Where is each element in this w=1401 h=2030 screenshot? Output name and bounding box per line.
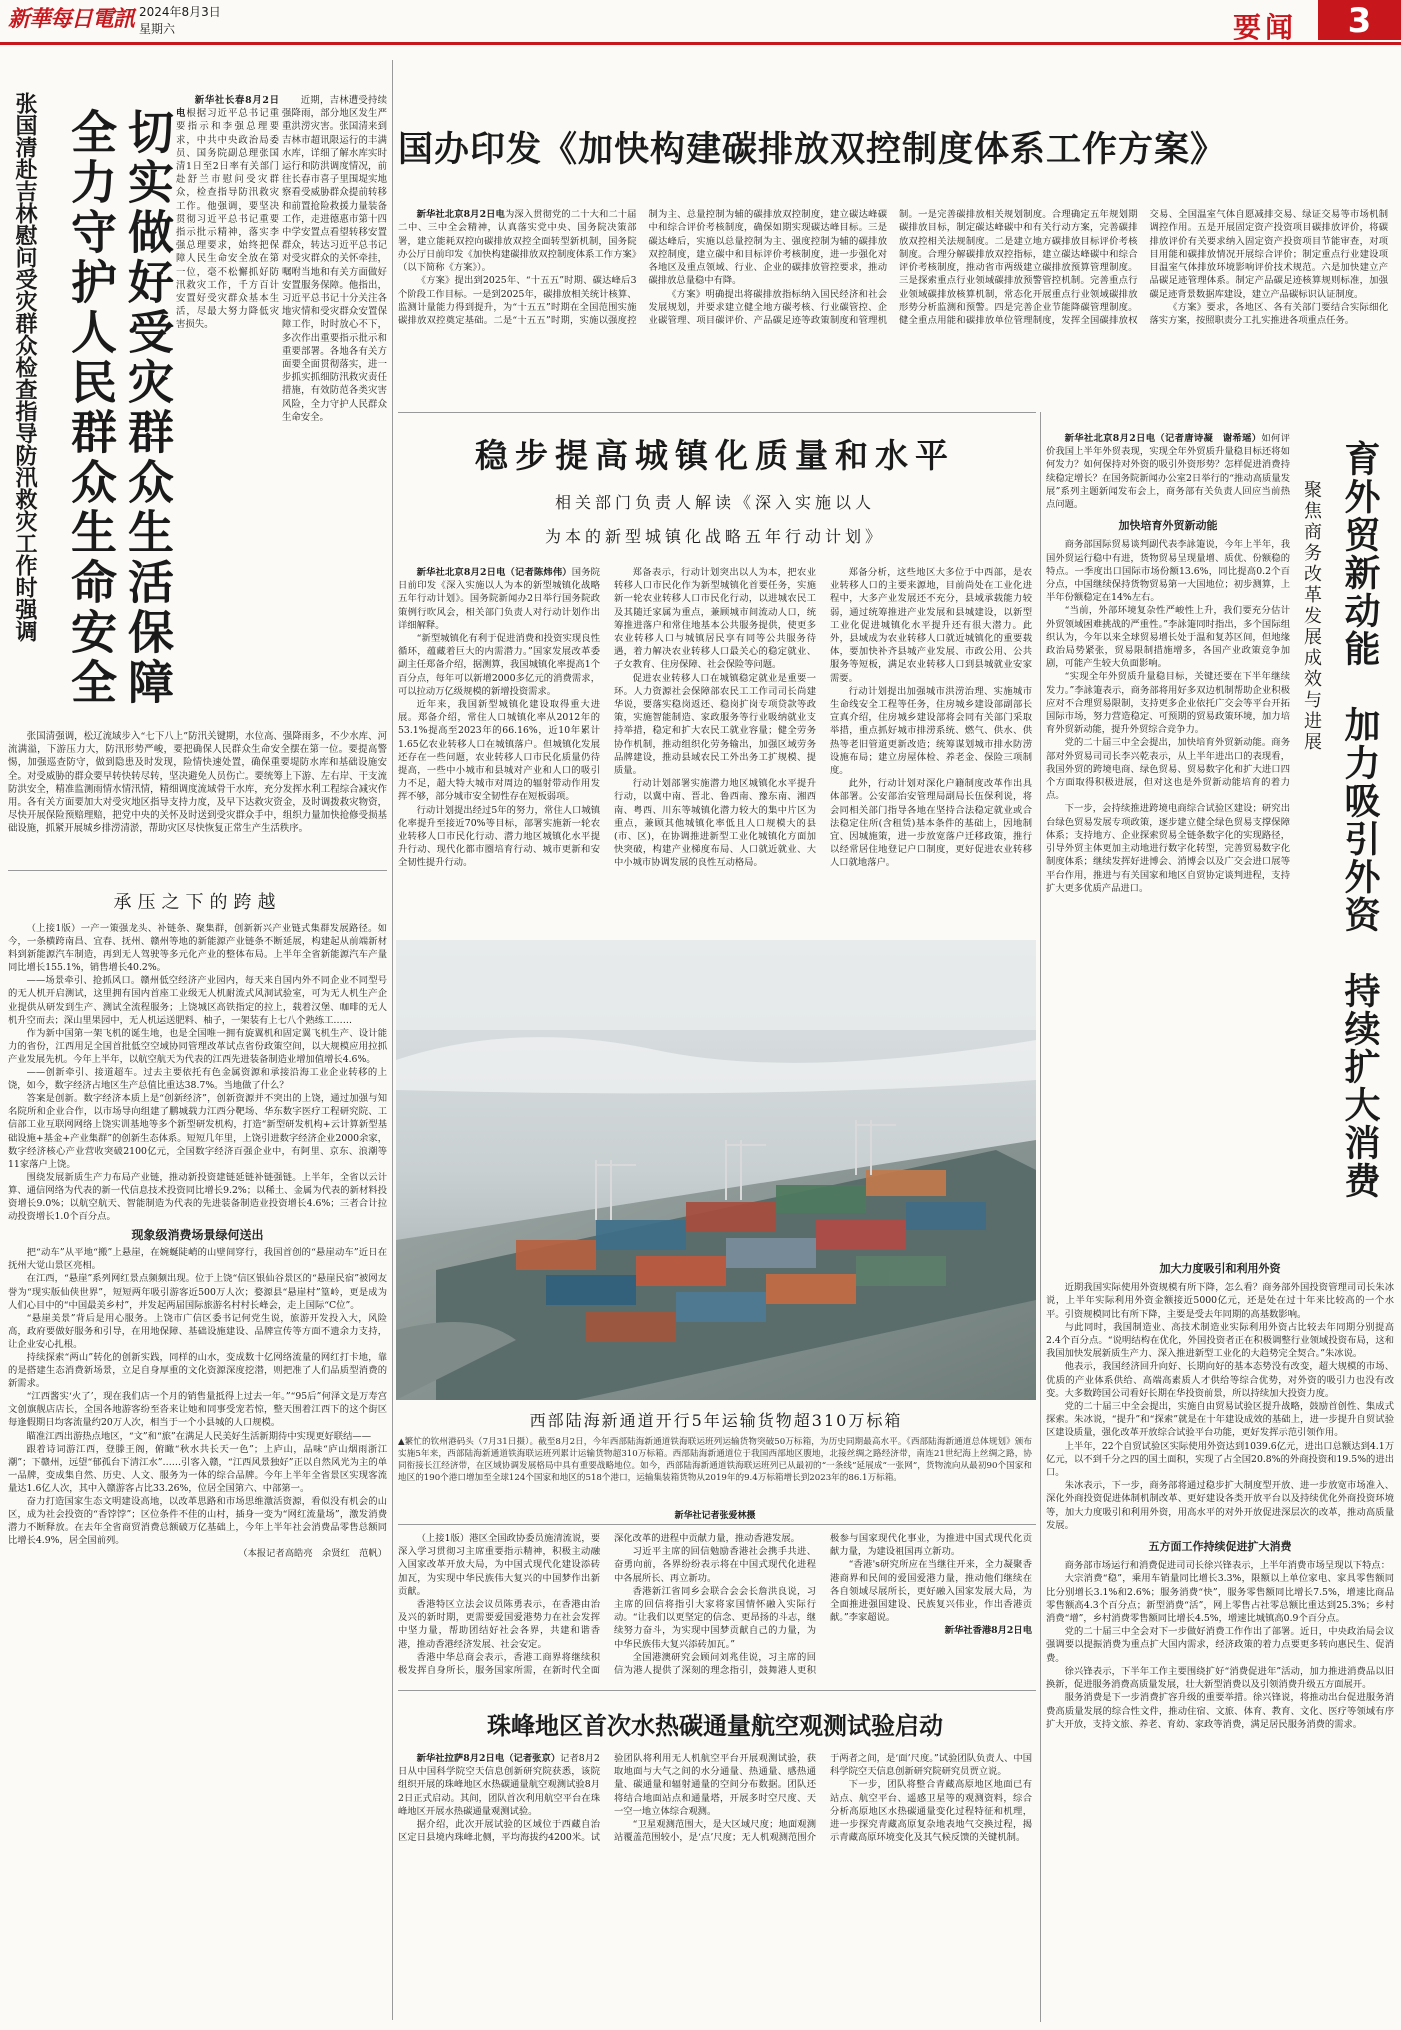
art7-p10: 党的二十届三中全会提出，实施自由贸易试验区提升战略，鼓励首创性、集成式探索。朱冰说，“提升”和“探索”就是在十年建设成效的基础上，进一步提升自贸试验区建设质量，强化改革开放综合试验平台功能，更好发挥示范引领作用。 <box>1046 1401 1394 1439</box>
art4-p2: “新型城镇化有利于促进消费和投资实现良性循环，蕴藏着巨大的内需潜力。”国家发展改革委副主任郑备介绍，据测算，我国城镇化率提高1个百分点，每年可以新增2000多亿元的消费需求，可以拉动万亿级规模的新增投资需求。 <box>398 633 600 697</box>
art3-body <box>398 208 1388 404</box>
art7-p14: 大宗消费“稳”，乘用车销量同比增长3.3%，限额以上单位家电、家具零售额同比分别增长3.1%和2.6%；服务消费“快”，服务零售额同比增长7.5%，增速比商品零售额高4.3个百分点；新型消费“活”，网上零售占社零总额比重达到25.3%；乡村消费“增”，乡村消费零售额同比增长4.5%，增速比城镇高0.9个百分点。 <box>1046 1573 1394 1625</box>
art2-p6: 围绕发展新质生产力布局产业链，推动新投资建链延链补链强链。上半年，全省以云计算、通信网络为代表的新一代信息技术投资同比增长9.2%；以稀土、金属为代表的新材料投资增长9.0%；以航空航天、智能制造为代表的先进装备制造业投资增长4.6%；三者合计拉动投资增长1.0个百分点。 <box>8 1171 387 1223</box>
art1-body-narrow <box>176 94 279 728</box>
art1-body-bottom <box>8 730 387 854</box>
art4-p6: 促进农业转移人口在城镇稳定就业是重要一环。人力资源社会保障部农民工工作司司长尚建华说，要落实稳岗返还、稳岗扩岗专项贷款等政策，实施智能制造、家政服务等行业吸纳就业支持举措，稳定和扩大农民工就业容量；健全劳务协作机制，推动组织化劳务输出，加强区域劳务品牌建设，推动县域农民工外出务工扩规模、提质量。 <box>614 672 816 777</box>
art4-p7: 行动计划部署实施潜力地区城镇化水平提升行动，以冀中南、晋北、鲁西南、豫东南、湘西南、粤西、川东等城镇化潜力较大的集中片区为重点，兼顾其他城镇化率低且人口规模大的县(市、区)，在协调推进新型工业化城镇化方面加快突破，构建产业梯度布局、人口就近就业、大中小城市协调发展的良性互动格局。 <box>614 778 816 869</box>
art5-body <box>398 1532 1032 1682</box>
column-divider <box>1040 412 1041 2022</box>
art5-p7: “香港's研究所应在当继往开来，全力凝聚香港商界和民间的爱国爱港力量，推动他们继续在各自领域尽展所长，更好融入国家发展大局，为全面推进强国建设、民族复兴伟业，作出香港贡献。”李家超说。 <box>830 1559 1032 1624</box>
art7-p13: 商务部市场运行和消费促进司司长徐兴锋表示，上半年消费市场呈现以下特点： <box>1064 1560 1390 1572</box>
page-number: 3 <box>1347 1 1372 40</box>
art7-p2: 商务部国际贸易谈判副代表李詠箑说，今年上半年，我国外贸运行稳中有进，货物贸易呈现量增、质优、份额稳的特点。一季度出口国际市场份额13.6%，同比提高0.2个百分点，中国继续保持货物贸易第一大国地位；初步测算，上半年份额稳定在14%左右。 <box>1046 539 1290 604</box>
art7-p4: “实现全年外贸质升量稳目标，关键还要在下半年继续发力。”李詠箑表示，商务部将用好多双边机制帮助企业积极应对不合理贸易限制，支持更多企业依托广交会等平台开拓国际市场，努力营造稳定、可预期的贸易政策环境，加力培育外贸新动能，提升外贸综合竞争力。 <box>1046 671 1290 736</box>
art7-sub-3: 五方面工作持续促进扩大消费 <box>1148 1540 1292 1554</box>
art7-p3: “当前，外部环境复杂性严峻性上升，我们要充分估计外贸领域困难挑战的严重性。”李詠箑同时指出，多个国际组织认为，今年以来全球贸易增长处于温和复苏区间，但地缘政治局势紧张，贸易限制措施增多，各国产业政策竞争加剧，可能产生较大负面影响。 <box>1046 605 1290 670</box>
art2-p2: ——场景牵引、抢抓风口。赣州低空经济产业园内，每天来自国内外不同企业不同型号的无人机开启测试，这里拥有国内首座工业级无人机耐流式风洞试验室，可为无人机生产企业提供从研发到生产、测试全流程服务；上饶城区高铁指定的拉上，载着汉堡、咖啡的无人机升空而去；深山里果园中，无人机运送肥料、柚子，一架装有上七八个熟练工…… <box>8 975 387 1026</box>
art2-p9: “悬崖美景”背后是用心服务。上饶市广信区委书记何党生说，旅游开发投入大，风险高，政府要做好服务和引导，在用地保障、基础设施建设、品牌宣传等方面不遗余力支持，让企业安心扎根。 <box>8 1312 387 1350</box>
art7-p7: 近期我国实际使用外资规模有所下降，怎么看？商务部外国投资管理司司长朱冰说，上半年实际利用外资金额接近5000亿元，还是处在过十年来比较高的一个水平。引资规模同比有所下降，主要是受去年同期的高基数影响。 <box>1046 1282 1394 1320</box>
art7-p12: 朱冰表示，下一步，商务部将通过稳步扩大制度型开放、进一步放宽市场准入、深化外商投资促进体制机制改革、更好建设各类开放平台以及持续优化外商投资环境等，加大力度吸引和利用外资，用高水平的对外开放促进深层次的改革，推动高质量发展。 <box>1046 1480 1394 1531</box>
art2-p3: 作为新中国第一架飞机的诞生地，也是全国唯一拥有旋翼机和固定翼飞机生产、设计能力的省份，江西用足全国首批低空空域协同管理改革试点省份政策空间，以大规模应用拉抓产业发展先机。今年上半年，以航空航天为代表的江西先进装备制造业增加值增长4.6%。 <box>8 1027 387 1065</box>
art6-body <box>398 1752 1032 2024</box>
art1-p3: 张国清强调，松辽流域步入“七下八上”防汛关键期，水位高、强降雨多，不少水库、河流满溢，下游压力大，防汛形势严峻，要把确保人民群众生命安全摆在第一位。要提高警惕，加强巡查防守，做到隐患及时发现，险情快速处置，确保重要堤防水库和基础设施安全。对受威胁的群众要早转快转尽转，坚决避免人员伤亡。要统筹上下游、左右岸、干支流防洪安全，精准监测雨情水情汛情，精细调度流域骨干水库，充分发挥水利工程综合减灾作用。各有关方面要加大对受灾地区指导支持力度，及早下达救灾资金，及时调拨救灾物资，尽快开展保险预赔理赔，把党中央的关怀及时送到受灾群众手中，组织力量加快抢修受损基础设施，抓紧开展城乡排涝清淤，帮助灾区尽快恢复正常生产生活秩序。 <box>8 731 387 835</box>
art4-p9: 行动计划提出加强城市洪涝治理、实施城市生命线安全工程等任务，住房城乡建设部副部长宣真介绍，住房城乡建设部将会同有关部门采取举措，重点抓好城市排涝系统、燃气、供水、供热等老旧管道更新改造；统筹谋划城市排水防涝设施布局；建立房屋体检、养老金、保险三项制度。 <box>830 685 1032 777</box>
art7-p8: 与此同时，我国制造业、高技术制造业实际利用外资占比较去年同期分别提高2.4个百分点。“说明结构在优化，外国投资者正在积极调整行业领域投资布局，这和我国加快发展新质生产力、深入推进新型工业化的大趋势完全契合。”朱冰说。 <box>1046 1321 1394 1360</box>
art7-p15: 党的二十届三中全会对下一步做好消费工作作出了部署。近日，中央政治局会议强调要以提振消费为重点扩大国内需求，经济政策的着力点要更多转向惠民生、促消费。 <box>1046 1626 1394 1664</box>
art3-p2: 《方案》提出到2025年、“十五五”时期、碳达峰后3个阶段工作目标。一是到2025年，碳排放相关统计核算、监测计量能力得到提升，为“十五五”时期在全国范围实施碳排放双控奠定基础。二是“十五五”时期，实施以强度控制为主、总量控制为辅的碳排放双控制度，建立碳达峰碳中和综合评价考核制度，确保如期实现碳达峰目标。三是碳达峰后，实施以总量控制为主、强度控制为辅的碳排放双控制度，建立碳中和目标评价考核制度，进一步强化对各地区及重点领域、行业、企业的碳排放管控要求，推动碳排放总量稳中有降。 <box>398 209 887 327</box>
art7-p9: 他表示，我国经济回升向好、长期向好的基本态势没有改变，超大规模的市场、优质的产业体系供给、高端高素质人才供给等综合优势，对外资的吸引力也没有改变。大多数跨国公司看好长期在华投资前景，所以持续加大投资力度。 <box>1046 1361 1394 1399</box>
photo-title: 西部陆海新通道开行5年运输货物超310万标箱 <box>529 1411 903 1430</box>
art4-lead: 新华社北京8月2日电（记者陈炜伟） <box>416 567 572 578</box>
art2-p8: 在江西，“悬崖”系列网红景点频频出现。位于上饶“信区银仙谷景区的“悬崖民宿”被网友誉为“现实版仙侠世界”，短短两年吸引游客近500万人次；婺源县“悬崖村”篁岭，更是成为人们心目中的“中国最美乡村”，并发起两届国际旅游名村村长峰会，走上国际“C位”。 <box>8 1273 387 1311</box>
art4-p5: 郑备表示，行动计划突出以人为本，把农业转移人口市民化作为新型城镇化首要任务，实施新一轮农业转移人口市民化行动，以进城农民工及其随迁家属为重点，兼顾城市间流动人口，统筹推进落户和常住地基本公共服务提供，使更多农业转移人口与城镇居民享有同等公共服务待遇，着力解决农业转移人口最关心的稳定就业、子女教育、住房保障、社会保险等问题。 <box>614 567 816 671</box>
art3-p3: 《方案》明确提出将碳排放指标纳入国民经济和社会发展规划，并要求建立健全地方碳考核、行业碳管控、企业碳管理、项目碳评价、产品碳足迹等政策制度和管理机制。一是完善碳排放相关规划制度。合理确定五年规划期碳排放目标，制定碳达峰碳中和有关行动方案，完善碳排放双控相关法规制度。二是建立地方碳排放目标评价考核制度。合理分解碳排放双控指标，建立碳达峰碳中和综合评价考核制度，推动省市两级建立碳排放预算管理制度。三是探索重点行业领域碳排放预警管控机制。完善重点行业领域碳排放核算机制，常态化开展重点行业领域碳排放形势分析监测和预警。四是完善企业节能降碳管理制度。健全重点用能和碳排放单位管理制度，发挥全国碳排放权交易、全国温室气体自愿减排交易、绿证交易等市场机制调控作用。五是开展固定资产投资项目碳排放评价，将碳排放评价有关要求纳入固定资产投资项目节能审查，对项目用能和碳排放情况开展综合评价；制定重点行业建设项目温室气体排放环境影响评价技术规范。六是加快建立产品碳足迹管理体系。制定产品碳足迹核算规则标准，加强碳足迹背景数据库建设，建立产品碳标识认证制度。 <box>648 209 1388 327</box>
art2-title: 承压之下的跨越 <box>113 892 282 913</box>
art5-dateline: 新华社香港8月2日电 <box>944 1625 1032 1637</box>
art6-p3: “卫星观测范围大，是大区域尺度；地面观测站覆盖范围较小，是‘点’尺度；无人机观测范围介于两者之间，是‘面’尺度。”试验团队负责人、中国科学院空天信息创新研究院研究员贾立说。 <box>614 1753 1032 1844</box>
art3-lead: 新华社北京8月2日电 <box>416 209 505 220</box>
photo-credit: 新华社记者张爱林摄 <box>674 1511 756 1521</box>
art7-body-top <box>1046 432 1290 1260</box>
masthead-rule <box>0 42 1401 45</box>
newspaper-logo: 新華每日電訊 <box>8 6 135 32</box>
photo-caption: ▲繁忙的钦州港码头（7月31日摄）。截至8月2日，今年西部陆海新通道铁海联运班列运输货物突破50万标箱，为历史同期最高水平。《西部陆海新通道总体规划》颁布实施5年来，西部陆海新通道铁海联运班列累计运输货物超310万标箱。西部陆海新通道位于我国西部地区腹地，北接丝绸之路经济带，南连21世纪海上丝绸之路，协同衔接长江经济带，在区域协调发展格局中具有重要战略地位。如今，西部陆海新通道铁海联运班列已从最初的“一条线”延展成“一张网”，货物流向从最初90个国家和地区的190个港口增加至全球124个国家和地区的518个港口，运输集装箱货物从2019年的9.4万标箱增长到2023年的86.1万标箱。 <box>398 1437 1032 1483</box>
art3-p4: 《方案》要求，各地区、各有关部门要结合实际细化落实方案，按照职责分工扎实推进各项重点任务。 <box>1149 302 1388 327</box>
art2-body <box>8 922 387 2027</box>
art6-headline: 珠峰地区首次水热碳通量航空观测试验启动 <box>487 1711 943 1740</box>
art7-p5: 党的二十届三中全会提出，加快培育外贸新动能。商务部对外贸易司司长李兴乾表示，从上半年进出口的表现看，我国外贸的跨境电商、绿色贸易、贸易数字化和扩大进口四个方面取得积极进展，但对这也是外贸新动能培育的着力点。 <box>1046 737 1290 802</box>
art5-p6: 全国港澳研究会顾问刘兆佳说，习主席的回信为港人提供了深刻的理念指引，鼓舞港人更积极参与国家现代化事业，为推进中国式现代化贡献力量，为建设祖国再立新功。 <box>614 1533 1032 1677</box>
art2-p11: “江西酱实‘火了’，现在我们店一个月的销售量抵得上过去一年。”“95后”何泽文是万寿宫文创旗舰店店长，全国各地游客纷至沓来让她和同事受宠若惊，整天围着江西下的这个街区每逢假期日均客流量约20万人次，相当于一个小县城的人口规模。 <box>8 1391 387 1429</box>
art4-p4: 行动计划提出经过5年的努力，常住人口城镇化率提升至接近70%等目标，部署实施新一轮农业转移人口市民化行动、潜力地区城镇化水平提升行动、现代化都市圈培育行动、城市更新和安全韧性提升行动。 <box>398 804 600 869</box>
art7-p16: 徐兴锋表示，下半年工作主要围绕扩好“消费促进年”活动，加力推进消费品以旧换新，促进服务消费高质量发展，壮大新型消费以及引领消费升级五方面展开。 <box>1046 1665 1394 1691</box>
art7-subhead: 聚焦商务改革发展成效与进展 <box>1301 480 1322 753</box>
art2-p14: 奋力打造国家生态文明建设高地，以改革思路和市场思维激活资源，看似没有机会的山区，成为社会投资的“香饽饽”；区位条件不佳的山村，插身一变为“网红流量场”，激发消费潜力不断释放。在去年全省商贸消费总额破万亿基础上，今年上半年社会消费品零售总额同比增长4.9%，居全国前列。 <box>8 1496 387 1547</box>
divider <box>398 412 1036 413</box>
art1-subhead: 张国清赴吉林慰问受灾群众检查指导防汛救灾工作时强调 <box>12 92 38 642</box>
art7-p11: 上半年，22个自贸试验区实际使用外资达到1039.6亿元，进出口总额达到4.1万亿元，以不到千分之四的国土面积，实现了占全国20.8%的外商投资和19.5%的进出口。 <box>1046 1440 1394 1479</box>
art2-p12: 瞄准江西出游热点地区，“文”和“旅”在满足人民美好生活新期待中实现更好联结—— <box>26 1430 371 1442</box>
art6-p4: 下一步，团队将整合青藏高原地区地面已有站点、航空平台、遥感卫星等的观测资料，综合分析高原地区水热碳通量变化过程特征和机理，进一步探究青藏高原复杂地表地气交换过程，揭示青藏高原环境变化及其气候反馈的关键机制。 <box>830 1779 1032 1844</box>
column-divider <box>392 60 393 2020</box>
art7-body-bottom <box>1046 1260 1394 2026</box>
port-photo-image <box>396 940 1036 1400</box>
art4-p8: 郑备分析，这些地区大多位于中西部，是农业转移人口的主要来源地，目前尚处在工业化进程中，大多产业发展还不充分，县域承载能力较弱，通过统筹推进产业发展和县城建设，以新型工业化促进城镇化水平提升还有很大潜力。此外，县域成为农业转移人口就近城镇化的重要载体，要加快补齐县城产业发展、市政公用、公共服务等短板，满足农业转移人口到县城就业安家需要。 <box>830 567 1032 684</box>
art7-p1: 如何评价我国上半年外贸表现，实现全年外贸质升量稳目标还将如何发力？如何保持对外资的吸引外资形势？怎样促进消费持续稳定增长？在国务院新闻办公室2日举行的“推动高质量发展”系列主题新闻发布会上，商务部有关负责人回应当前热点问题。 <box>1046 433 1290 511</box>
art7-sub-2: 加大力度吸引和利用外资 <box>1159 1262 1281 1275</box>
art4-body <box>398 566 1032 938</box>
port-photo <box>396 940 1036 1400</box>
divider <box>8 870 387 871</box>
art2-p4: ——创新牵引、接道超车。过去主要依托有色金属资源和承接沿海工业企业转移的上饶，如今，数字经济占地区生产总值比重达38.7%。当地做了什么？ <box>8 1067 387 1092</box>
art4-headline: 稳步提高城镇化质量和水平 <box>475 436 955 475</box>
art7-p6: 下一步，会持续推进跨境电商综合试验区建设；研究出台绿色贸易发展专项政策，逐步建立健全绿色贸易支撑保障体系；支持地方、企业探索贸易全链条数字化的实现路径，引导外贸主体更加主动地进行数字化转型，完善贸易数字化制度体系；继续发挥好进博会、消博会以及广交会进口展等平台作用，推进与有关国家和地区自贸协定谈判进程，支持扩大更多优质产品进口。 <box>1046 803 1290 894</box>
art6-lead: 新华社拉萨8月2日电（记者张京） <box>416 1753 561 1764</box>
art1-p2: 近期，吉林遭受持续强降雨，部分地区发生严重洪涝灾害。张国清来到吉林市超讯限运行的丰满水库，详细了解水库实时运行和防洪调度情况，前往长春市喜子里围堤实地察看受威胁群众提前转移和前置抢险救援力量装备工作，走进德惠市第十四中学安置点看望转移安置群众，转达习近平总书记对受灾群众的关怀牵挂，嘱咐当地和有关方面做好安置服务保障。他指出，习近平总书记十分关注各地灾情和受灾群众安置保障工作，时时放心不下，多次作出重要指示批示和重要部署。各地各有关方面要全面贯彻落实，进一步抓实抓细防汛救灾责任措施，有效防范各类灾害风险，全力守护人民群众生命安全。 <box>282 95 387 423</box>
page-number-box <box>1318 0 1401 40</box>
issue-weekday: 星期六 <box>139 22 176 36</box>
art2-p1: （上接1版）一产一策强龙头、补链条、聚集群，创新新兴产业链式集群发展路径。如今，一条横跨南昌、宜春、抚州、赣州等地的新能源产业链条不断延展，构建起从前端新材料到新能源汽车制造，再到无人驾驶等多元化产业的整体布局。上半年全省新能源汽车产量同比增长155.1%，销售增长40.2%。 <box>8 923 387 974</box>
art1-headline-1: 切实做好受灾群众生活保障 <box>121 108 175 708</box>
art2-p7: 把“动车”从平地“搬”上悬崖，在婉蜒陡峭的山壁间穿行，我国首创的“悬崖动车”近日在抚州大觉山景区亮相。 <box>8 1247 387 1272</box>
art1-body-col2 <box>282 94 387 728</box>
art2-p5: 答案是创新。数字经济本质上是“创新经济”，创新资源并不突出的上饶，通过加强与知名院所和企业合作，以市场导向组建了鹏城载力江西分靶场、华东数字医疗工程研究院、工信部工业互联网网络上饶实训基地等多个新型研发机构，打造“新型研发机构+云计算新型基础设施+基金+产业集群”的创新生态体系。短短几年里，上饶引进数字经济企业2000余家，数字经济核心产业营收突破2100亿元，全国数字经济百强企业中，有阿里、京东、浪潮等11家落户上饶。 <box>8 1093 387 1170</box>
art5-p5: 香港新江省同乡会联合会会长詹洪良说，习主席的回信将指引大家将家国情怀融入实际行动。“让我们以更坚定的信念、更昂扬的斗志，继续努力奋斗，为实现中国梦贡献自己的力量，为中华民族伟大复兴添砖加瓦。” <box>614 1585 816 1650</box>
art5-p3: 香港中华总商会表示，香港工商界将继续积极发挥自身所长，服务国家所需，在新时代全面深化改革的进程中贡献力量，推动香港发展。 <box>398 1533 800 1677</box>
divider <box>398 1524 1036 1525</box>
art5-p4: 习近平主席的回信勉励香港社会携手共进、奋勇向前，各界纷纷表示将在中国式现代化进程中各展所长、再立新功。 <box>614 1546 816 1584</box>
art5-p2: 香港特区立法会议员陈勇表示，在香港由治及兴的新时期，更需要爱国爱港势力在社会发挥中坚力量，帮助团结好社会各界，共建和谐香港，推动香港经济发展、社会安定。 <box>398 1599 600 1650</box>
masthead <box>0 0 1401 40</box>
art7-sub-1: 加快培育外贸新动能 <box>1118 519 1218 533</box>
art3-p1: 为深入贯彻党的二十大和二十届二中、三中全会精神，认真落实党中央、国务院决策部署，建立能耗双控向碳排放双控全面转型新机制，国务院办公厅日前印发《加快构建碳排放双控制度体系工作方案》（以下简称《方案》）。 <box>398 209 637 274</box>
art3-headline: 国办印发《加快构建碳排放双控制度体系工作方案》 <box>398 129 1227 170</box>
art1-p1: 根据习近平总书记重要指示和李强总理要求，中共中央政治局委员、国务院副总理张国清1日至2日率有关部门赴舒兰市慰问受灾群众，检查指导防汛救灾工作。他强调，要坚决贯彻习近平总书记重要指示批示精神，落实李强总理要求，始终把保障人民生命安全放在第一位，毫不松懈抓好防汛救灾工作，千方百计安置好受灾群众基本生活，尽最大努力降低灾害损失。 <box>176 108 279 331</box>
art2-subtitle: 现象级消费场景绿何送出 <box>131 1228 264 1243</box>
art6-p1: 记者8月2日从中国科学院空天信息创新研究院获悉，该院组织开展的珠峰地区水热碳通量航空观测试验8月2日正式启动。其间，团队首次利用航空平台在珠峰地区开展水热碳通量观测试验。 <box>398 1753 600 1817</box>
art4-subhead-2: 为本的新型城镇化战略五年行动计划》 <box>544 527 885 546</box>
divider <box>398 1690 1036 1691</box>
art2-p10: 持续探索“两山”转化的创新实践，同样的山水，变成数十亿网络流量的网红打卡地，靠的是搭建生态消费新场景，立足自身厚重的文化资源深度挖潜，则把准了人们品质型消费的新需求。 <box>8 1352 387 1390</box>
art4-subhead-1: 相关部门负责人解读《深入实施以人 <box>554 493 875 512</box>
art4-p1: 国务院日前印发《深入实施以人为本的新型城镇化战略五年行动计划》。国务院新闻办2日举行国务院政策例行吹风会，相关部门负责人对行动计划作出详细解释。 <box>398 567 600 631</box>
art5-p1: （上接1版）港区全国政协委员施清流说，要深入学习贯彻习主席重要指示精神，积极主动融入国家改革开放大局，为中国式现代化建设添砖加瓦，为实现中华民族伟大复兴的中国梦作出新贡献。 <box>398 1533 600 1597</box>
section-name: 要闻 <box>1233 11 1298 40</box>
art6-p2: 据介绍，此次开展试验的区域位于西藏自治区定日县境内珠峰北侧，平均海拔约4200米。试验团队将利用无人机航空平台开展观测试验，获取地面与大气之间的水分通量、热通量、感热通量、碳通量和辐射通量的空间分布数据。团队还将结合地面站点和通量塔，开展多时空尺度、天一空一地立体综合观测。 <box>398 1753 816 1844</box>
art4-p3: 近年来，我国新型城镇化建设取得重大进展。郑备介绍，常住人口城镇化率从2012年的53.1%提高至2023年的66.16%，近10年累计1.65亿农业转移人口在城镇落户。但城镇化发展还存在一些问题，农业转移人口市民化质量仍待提高，一些中小城市和县城对产业和人口的吸引力不足，超大特大城市对周边的辐射带动作用发挥不够，部分城市安全韧性存在短板弱项。 <box>398 699 600 803</box>
art2-credit: （本报记者高皓亮 余贤红 范帆） <box>238 1548 387 1560</box>
art7-lead: 新华社北京8月2日电（记者唐诗凝 谢希瑶） <box>1064 433 1262 444</box>
art1-lead: 新华社长春8月2日电 <box>176 95 279 120</box>
art7-headline: 育外贸新动能 加力吸引外资 持续扩大消费 <box>1339 440 1381 1200</box>
art1-headline-2: 全力守护人民群众生命安全 <box>64 108 118 708</box>
art2-p13: 跟着诗词游江西，登滕王阁，俯瞰“秋水共长天一色”；上庐山，品味“庐山烟雨浙江潮”；下赣州，远望“郁孤台下清江水”……引客入赣，“江西风景独好”正以自然风光为主的单一品牌，变成集自然、历史、人文、服务为一体的综合品牌。今年上半年全省景区实现客流量达1.6亿人次，其中入赣游客占比33.26%，位居全国第六、中部第一。 <box>8 1443 387 1494</box>
art7-p17: 服务消费是下一步消费扩容升级的重要举措。徐兴锋说，将推动出台促进服务消费高质量发展的综合性文件，推动住宿、文旅、体育、教育、文化、医疗等领域有序扩大开放，支持文旅、养老、育幼、家政等消费，满足居民服务消费的需求。 <box>1046 1692 1394 1730</box>
art4-p10: 此外，行动计划对深化户籍制度改革作出具体部署。公安部治安管理局副局长伍保利说，将会同相关部门指导各地在坚持合法稳定就业或合法稳定住所(含租赁)基本条件的基础上，因地制宜、因城施策，进一步放宽落户迁移政策，推行以经常居住地登记户口制度，更好促进农业转移人口就地落户。 <box>830 778 1032 869</box>
issue-date: 2024年8月3日 <box>139 5 221 19</box>
